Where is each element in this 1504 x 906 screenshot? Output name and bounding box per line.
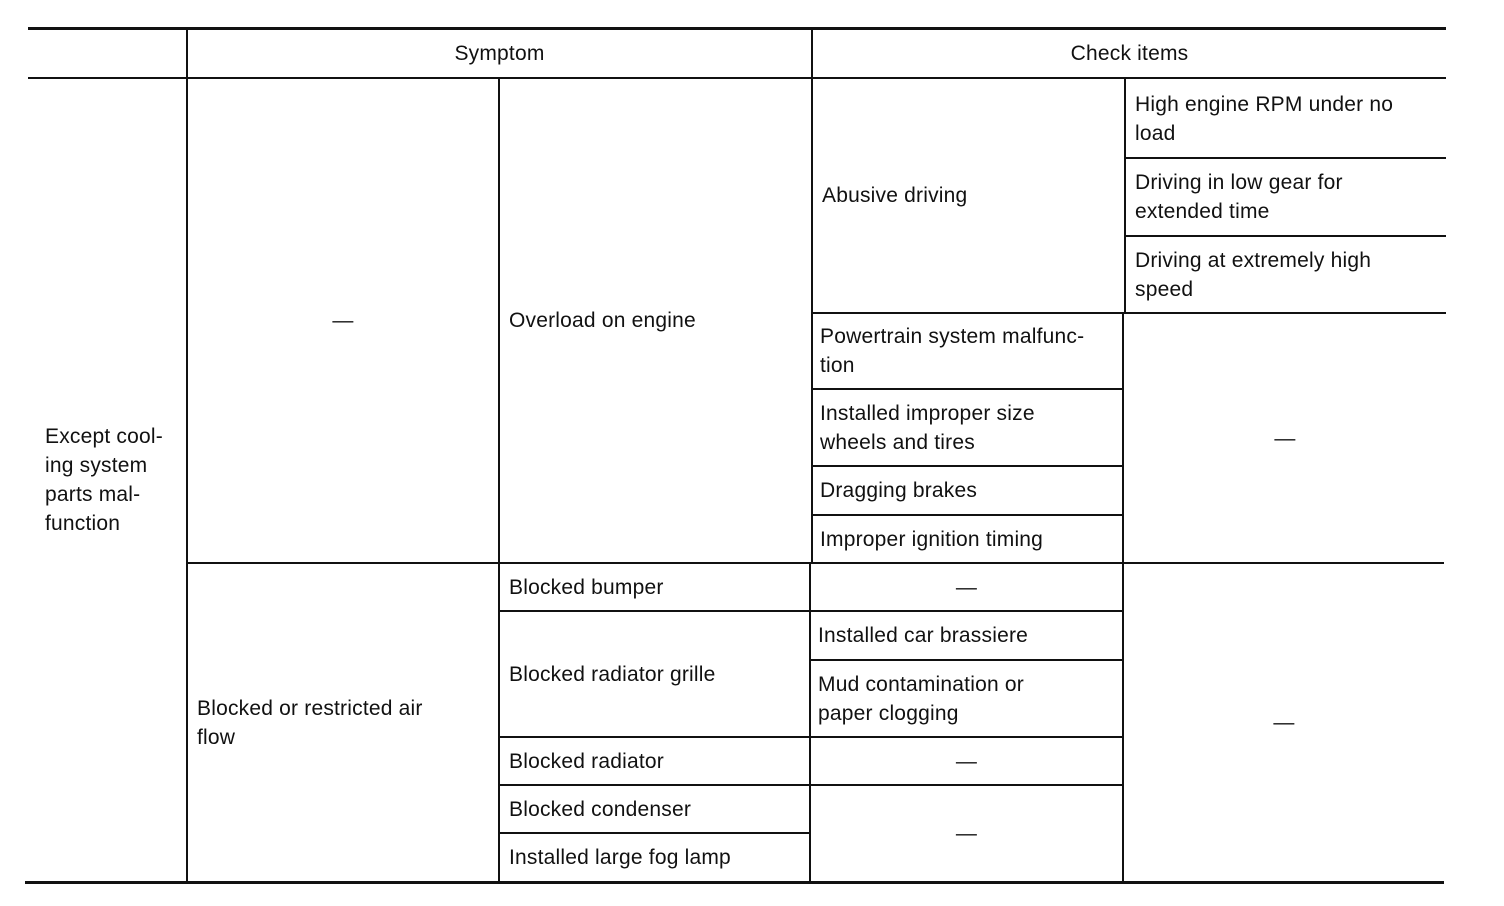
check-blocked-bumper-dash: — (955, 575, 978, 599)
check-item-low-gear: Driving in low gear for extended time (1135, 171, 1343, 223)
check-condenser-fog-dash: — (955, 822, 978, 845)
header-symptom: Symptom (454, 42, 545, 65)
overload-symptom-category: — (332, 309, 354, 332)
check-item-ignition-timing: Improper ignition timing (820, 527, 1044, 551)
symptom-blocked-bumper: Blocked bumper (509, 575, 664, 599)
symptom-blocked-grille: Blocked radiator grille (509, 662, 716, 686)
check-item-high-rpm: High engine RPM under no load (1135, 92, 1394, 145)
airflow-symptom-category: Blocked or restricted air flow (197, 696, 423, 749)
check-mud-contamination: Mud contamination or paper clogging (818, 672, 1024, 725)
table-bottom-rule (25, 881, 1444, 884)
symptom-blocked-radiator: Blocked radiator (509, 749, 664, 773)
airflow-right-check-dash: — (1273, 711, 1295, 734)
header-check-items: Check items (1070, 42, 1189, 65)
check-item-powertrain: Powertrain system malfunc- tion (820, 325, 1085, 377)
check-item-dragging-brakes: Dragging brakes (820, 479, 978, 502)
check-blocked-radiator-dash: — (955, 749, 978, 773)
abusive-driving-label: Abusive driving (822, 184, 968, 207)
check-car-brassiere: Installed car brassiere (818, 624, 1029, 647)
symptom-fog-lamp: Installed large fog lamp (509, 846, 731, 869)
symptom-blocked-condenser: Blocked condenser (509, 797, 692, 821)
check-item-high-speed: Driving at extremely high speed (1135, 248, 1372, 301)
row-group-label: Except cool- ing system parts mal- function (45, 425, 163, 535)
check-item-wheels-tires: Installed improper size wheels and tires (820, 401, 1035, 454)
other-items-check-dash: — (1274, 426, 1296, 450)
overload-symptom-detail: Overload on engine (509, 309, 696, 332)
